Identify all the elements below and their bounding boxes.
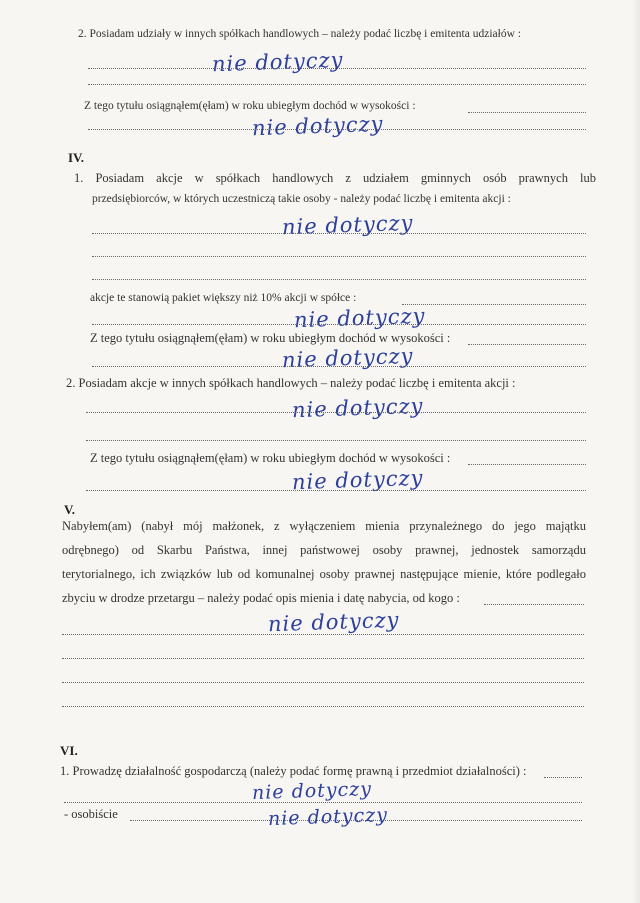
section-vi-item1-label: 1. Prowadzę działalność gospodarczą (należy podać formę prawną i przedmiot działalności) : [60, 764, 527, 778]
section-vi-heading: VI. [60, 743, 78, 758]
answer-line [468, 464, 586, 465]
section-v-line1: Nabyłem(am) (nabył mój małżonek, z wyłączeniem mienia przynależnego do jego majątku [62, 519, 586, 533]
answer-line [62, 658, 584, 659]
section-v-line4: zbyciu w drodze przetargu – należy podać opis mienia i datę nabycia, od kogo : [62, 591, 460, 605]
section-iii-income-label: Z tego tytułu osiągnąłem(ęłam) w roku ubiegłym dochód w wysokości : [84, 100, 416, 112]
section-iii-item2-answer: nie dotyczy [211, 47, 344, 77]
section-iv-income2-answer: nie dotyczy [291, 465, 424, 495]
answer-line [92, 279, 586, 280]
page-edge-shadow [632, 0, 640, 903]
section-iv-item1-answer: nie dotyczy [281, 210, 414, 240]
section-iv-item2-label: 2. Posiadam akcje w innych spółkach handlowych – należy podać liczbę i emitenta akcji : [66, 376, 516, 390]
section-v-answer: nie dotyczy [267, 607, 400, 637]
section-iv-item1-line2: przedsiębiorców, w których uczestniczą takie osoby - należy podać liczbę i emitenta akcji : [92, 193, 511, 205]
answer-line [92, 324, 586, 325]
section-iv-item1-line1: 1. Posiadam akcje w spółkach handlowych z udziałem gminnych osób prawnych lub [74, 171, 596, 185]
answer-line [88, 129, 586, 130]
answer-line [86, 412, 586, 413]
answer-line [484, 604, 584, 605]
section-vi-item1-answer: nie dotyczy [251, 777, 373, 805]
answer-line [62, 682, 584, 683]
answer-line [88, 68, 586, 69]
section-iv-income1-label: Z tego tytułu osiągnąłem(ęłam) w roku ubiegłym dochód w wysokości : [90, 331, 451, 345]
answer-line [62, 634, 584, 635]
section-vi-personally-answer: nie dotyczy [267, 803, 389, 831]
answer-line [86, 440, 586, 441]
section-iv-package-answer: nie dotyczy [293, 303, 426, 333]
answer-line [92, 256, 586, 257]
section-iii-item2-label: 2. Posiadam udziały w innych spółkach handlowych – należy podać liczbę i emitenta udziałów : [78, 28, 521, 40]
answer-line [468, 344, 586, 345]
answer-line [64, 802, 582, 803]
section-vi-personally-label: - osobiście [64, 807, 118, 821]
section-iv-package-label: akcje te stanowią pakiet większy niż 10% akcji w spółce : [90, 292, 357, 304]
answer-line [468, 112, 586, 113]
section-iv-income1-answer: nie dotyczy [281, 343, 414, 373]
answer-line [92, 233, 586, 234]
answer-line [62, 706, 584, 707]
answer-line [544, 777, 582, 778]
answer-line [402, 304, 586, 305]
answer-line [86, 490, 586, 491]
section-iii-income-answer: nie dotyczy [251, 111, 384, 141]
section-iv-income2-label: Z tego tytułu osiągnąłem(ęłam) w roku ubiegłym dochód w wysokości : [90, 451, 451, 465]
section-iv-heading: IV. [68, 150, 85, 165]
section-v-line2: odrębnego) od Skarbu Państwa, innej państwowej osoby prawnej, jednostek samorządu [62, 543, 586, 557]
section-iv-item2-answer: nie dotyczy [291, 393, 424, 423]
answer-line [88, 84, 586, 85]
section-v-line3: terytorialnego, ich związków lub od komunalnej osoby prawnej następujące mienie, które podlegało [62, 567, 586, 581]
answer-line [92, 366, 586, 367]
section-v-heading: V. [64, 502, 75, 517]
